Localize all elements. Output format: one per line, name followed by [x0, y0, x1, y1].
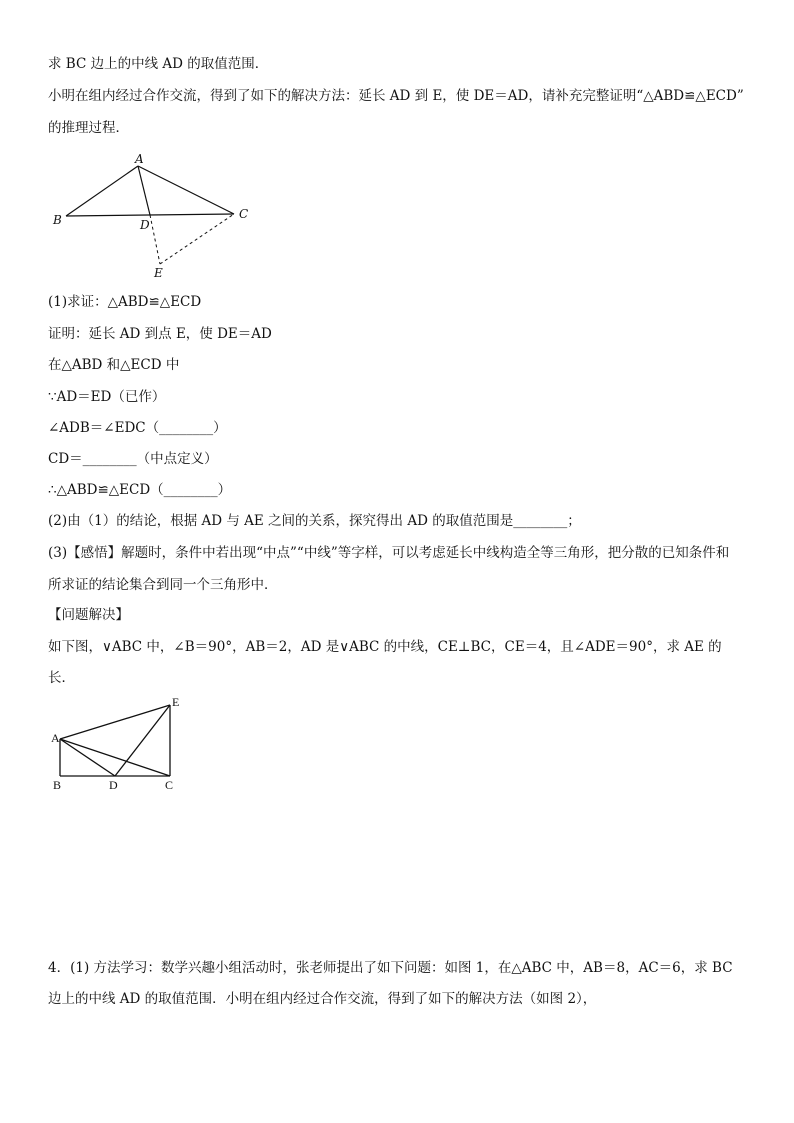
label-c: C: [165, 778, 174, 792]
line-1: 求 BC 边上的中线 AD 的取值范围．: [48, 56, 269, 72]
line-2: 小明在组内经过合作交流，得到了如下的解决方法：延长 AD 到 E，使 DE＝AD，请补充完整证明“△ABD≌△ECD”: [48, 88, 744, 104]
triangle-figure-2: [48, 692, 198, 796]
line-6: 在△ABD 和△ECD 中: [48, 357, 180, 373]
line-5: 证明：延长 AD 到点 E，使 DE＝AD: [48, 326, 272, 342]
line-3: 的推理过程．: [48, 120, 129, 136]
line-14: 【问题解决】: [48, 607, 129, 623]
line-15: 如下图，∨ABC 中，∠B＝90°，AB＝2，AD 是∨ABC 的中线，CE⊥BC，CE＝4，且∠ADE＝90°，求 AE 的: [48, 639, 722, 655]
label-a: A: [51, 731, 60, 745]
line-13: 所求证的结论集合到同一个三角形中．: [48, 577, 278, 593]
label-a: A: [135, 152, 144, 166]
line-17: 4．(1) 方法学习：数学兴趣小组活动时，张老师提出了如下问题：如图 1，在△ABC 中，AB＝8，AC＝6，求 BC: [48, 960, 733, 976]
line-16: 长．: [48, 670, 75, 686]
label-b: B: [53, 778, 62, 792]
triangle-figure-1: [48, 150, 268, 282]
line-4: (1)求证：△ABD≌△ECD: [48, 294, 202, 310]
label-d: D: [109, 778, 118, 792]
line-12: (3)【感悟】解题时，条件中若出现“中点”“中线”等字样，可以考虑延长中线构造全等三角形，把分散的已知条件和: [48, 545, 730, 561]
line-8: ∠ADB＝∠EDC（________）: [48, 420, 227, 436]
label-b: B: [53, 213, 62, 227]
label-e: E: [154, 266, 163, 280]
label-e: E: [172, 695, 180, 709]
label-d: D: [140, 218, 150, 232]
line-18: 边上的中线 AD 的取值范围．小明在组内经过合作交流，得到了如下的解决方法（如图 2），: [48, 991, 597, 1007]
line-9: CD＝________（中点定义）: [48, 451, 218, 467]
line-11: (2)由（1）的结论，根据 AD 与 AE 之间的关系，探究得出 AD 的取值范围是________；: [48, 513, 581, 529]
line-10: ∴△ABD≌△ECD（________）: [48, 482, 232, 498]
line-7: ∵AD＝ED（已作）: [48, 389, 166, 405]
label-c: C: [239, 207, 249, 221]
